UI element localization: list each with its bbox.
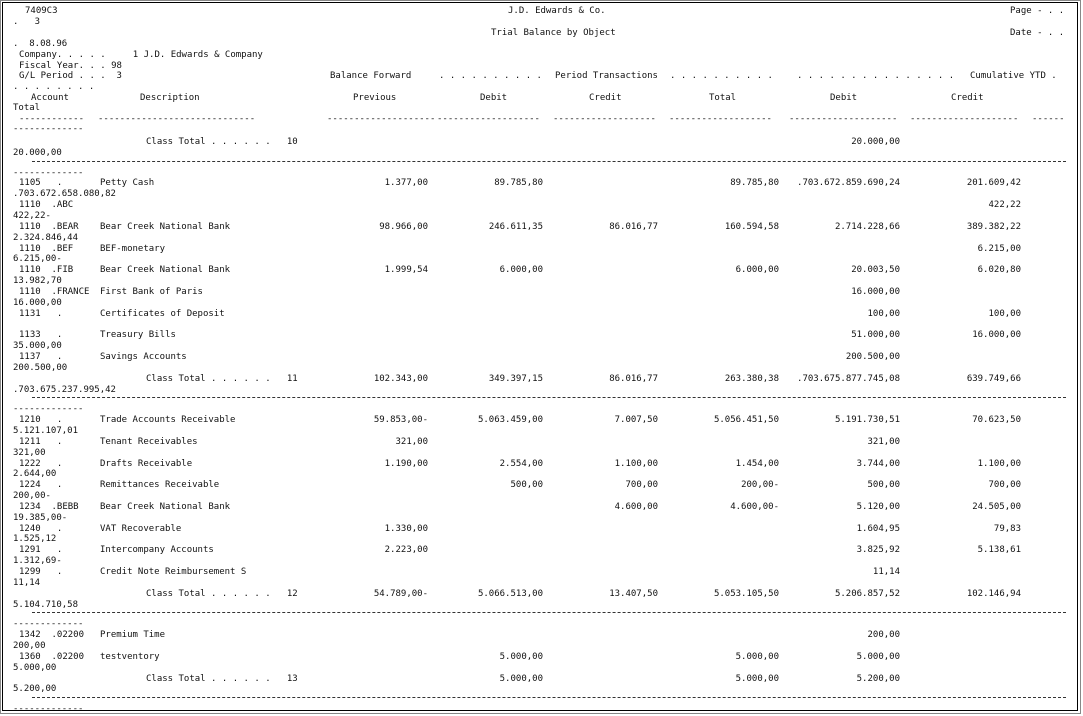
account-row-total: 5.056.451,50 — [713, 415, 779, 426]
account-row-description: Bear Creek National Bank — [100, 501, 231, 512]
section-rule — [32, 397, 1066, 398]
account-row-description: Intercompany Accounts — [100, 545, 214, 556]
underline-ytd-debit: -------------------- — [789, 114, 898, 124]
account-row-ytd-total: 321,00 — [13, 447, 46, 458]
account-row-description: Treasury Bills — [100, 330, 176, 341]
account-row-ytd-debit: 5.120,00 — [856, 501, 900, 512]
class-total-row-debit: 5.000,00 — [499, 673, 543, 684]
account-row-account: 1240 . — [19, 523, 63, 534]
account-row-ytd-credit: 79,83 — [993, 523, 1021, 534]
report-id: 7409C3 — [25, 6, 58, 16]
class-total-row-ytd-debit: 5.206.857,52 — [834, 588, 900, 599]
gl-period-line: G/L Period . . . 3 — [19, 71, 122, 81]
account-row-prev: 321,00 — [395, 436, 428, 447]
account-row-account: 1342 .02200 — [19, 630, 85, 641]
column-debit: Debit — [480, 93, 508, 103]
account-row-ytd-total: 200,00 — [13, 640, 46, 651]
account-row-account: 1234 .BEBB — [19, 501, 79, 512]
column-ytd-debit: Debit — [830, 93, 858, 103]
account-row-account: 1137 . — [19, 352, 63, 362]
account-row-ytd-debit: 500,00 — [867, 480, 900, 491]
column-total: Total — [709, 93, 737, 103]
account-row-account: 1105 . — [19, 178, 63, 189]
account-row-ytd-debit: 5.191.730,51 — [834, 415, 900, 426]
balance-forward-heading: Balance Forward — [330, 71, 412, 81]
section-rule — [32, 612, 1066, 613]
class-total-row-ytd-credit: 639.749,66 — [966, 373, 1021, 384]
account-row-description: Drafts Receivable — [100, 458, 193, 469]
account-row-prev: 1.190,00 — [384, 458, 428, 469]
account-row-description: Tenant Receivables — [100, 436, 198, 447]
company-name: J.D. Edwards & Co. — [508, 6, 606, 16]
section-rule-wrap: ------------- — [13, 704, 84, 715]
class-total-row-description: Class Total . . . . . . 13 — [146, 673, 298, 684]
account-row-ytd-total: 1.312,69- — [13, 556, 62, 567]
account-row-account: 1222 . — [19, 458, 63, 469]
account-row-ytd-credit: 201.609,42 — [966, 178, 1021, 189]
class-total-row-total: 263.380,38 — [724, 373, 779, 384]
period-transactions-heading: Period Transactions — [555, 71, 658, 81]
account-row-description: BEF-monetary — [100, 243, 166, 254]
account-row-ytd-credit: 6.215,00 — [977, 243, 1021, 254]
account-row-ytd-total: 1.525,12 — [13, 534, 57, 545]
class-total-row-ytd-total: .703.675.237.995,42 — [13, 384, 116, 395]
column-previous: Previous — [353, 93, 397, 103]
account-row-debit: 5.000,00 — [499, 651, 543, 662]
underline-wrap: ------------- — [13, 124, 84, 134]
cumulative-ytd-heading: Cumulative YTD . — [970, 71, 1057, 81]
account-row-account: 1110 .ABC — [19, 200, 74, 211]
class-total-row-ytd-total: 5.104.710,58 — [13, 599, 79, 610]
account-row-total: 5.000,00 — [735, 651, 779, 662]
account-row-credit: 4.600,00 — [614, 501, 658, 512]
account-row-ytd-credit: 389.382,22 — [966, 221, 1021, 232]
account-row-ytd-debit: 3.744,00 — [856, 458, 900, 469]
class-total-row-description: Class Total . . . . . . 10 — [146, 137, 298, 147]
account-row-account: 1110 .FIB — [19, 265, 74, 276]
account-row-ytd-total: 16.000,00 — [13, 297, 62, 308]
account-row-account: 1131 . — [19, 308, 63, 319]
class-total-row-total: 5.053.105,50 — [713, 588, 779, 599]
account-row-ytd-total: 6.215,00- — [13, 254, 62, 265]
account-row-total: 4.600,00- — [730, 501, 779, 512]
account-row-description: Petty Cash — [100, 178, 155, 189]
account-row-ytd-debit: .703.672.859.690,24 — [797, 178, 900, 189]
account-row-account: 1110 .BEAR — [19, 221, 79, 232]
account-row-ytd-debit: 16.000,00 — [851, 286, 900, 297]
underline-ytd-credit: -------------------- — [910, 114, 1019, 124]
section-rule — [32, 161, 1066, 162]
account-row-account: 1133 . — [19, 330, 63, 341]
class-total-row-description: Class Total . . . . . . 12 — [146, 588, 298, 599]
section-rule-wrap: ------------- — [13, 404, 84, 415]
account-row-ytd-total: 200.500,00 — [13, 362, 68, 373]
account-row-description: Remittances Receivable — [100, 480, 220, 491]
date-value: . 8.08.96 — [13, 39, 68, 49]
column-credit: Credit — [589, 93, 622, 103]
account-row-ytd-total: .703.672.658.080,82 — [13, 189, 116, 200]
account-row-ytd-credit: 1.100,00 — [977, 458, 1021, 469]
account-row-ytd-debit: 51.000,00 — [851, 330, 900, 341]
account-row-description: Certificates of Deposit — [100, 308, 225, 319]
company-line: Company. . . . . 1 J.D. Edwards & Company — [19, 50, 263, 60]
account-row-ytd-total: 2.644,00 — [13, 469, 57, 480]
class-total-row-description: Class Total . . . . . . 11 — [146, 373, 298, 384]
class-total-row-credit: 86.016,77 — [609, 373, 658, 384]
underline-tail: ------ — [1032, 114, 1065, 124]
account-row-ytd-debit: 3.825,92 — [856, 545, 900, 556]
account-row-ytd-total: 35.000,00 — [13, 341, 62, 352]
account-row-ytd-total: 422,22- — [13, 210, 51, 221]
account-row-debit: 89.785,80 — [494, 178, 543, 189]
account-row-credit: 86.016,77 — [609, 221, 658, 232]
account-row-debit: 6.000,00 — [499, 265, 543, 276]
account-row-ytd-credit: 16.000,00 — [972, 330, 1021, 341]
class-total-row-total: 5.000,00 — [735, 673, 779, 684]
account-row-description: Credit Note Reimbursement S — [100, 567, 247, 577]
account-row-description: Savings Accounts — [100, 352, 187, 362]
account-row-account: 1110 .BEF — [19, 243, 74, 254]
account-row-account: 1110 .FRANCE — [19, 286, 90, 297]
date-label: Date - . . — [1010, 28, 1065, 38]
class-total-row-ytd-debit: 5.200,00 — [856, 673, 900, 684]
account-row-ytd-debit: 200.500,00 — [845, 352, 900, 362]
pt-dots: . . . . . . . . . . — [670, 71, 773, 81]
class-total-row-debit: 349.397,15 — [488, 373, 543, 384]
class-total-row-credit: 13.407,50 — [609, 588, 658, 599]
report-title: Trial Balance by Object — [491, 28, 616, 38]
account-row-ytd-total: 11,14 — [13, 577, 41, 588]
account-row-ytd-debit: 20.003,50 — [851, 265, 900, 276]
page-number: . 3 — [13, 17, 41, 27]
fiscal-year-line: Fiscal Year. . . 98 — [19, 61, 122, 71]
account-row-ytd-credit: 5.138,61 — [977, 545, 1021, 556]
account-row-description: Bear Creek National Bank — [100, 221, 231, 232]
class-total-row-ytd-total: 20.000,00 — [13, 147, 62, 158]
underline-previous: -------------------- — [327, 114, 436, 124]
account-row-ytd-total: 5.000,00 — [13, 662, 57, 673]
account-row-ytd-total: 13.982,70 — [13, 276, 62, 287]
heading-continuation-dots: . . . . . . . . — [13, 82, 95, 92]
account-row-ytd-total: 2.324.846,44 — [13, 232, 79, 243]
class-total-row-ytd-debit: .703.675.877.745,08 — [797, 373, 900, 384]
bf-dots: . . . . . . . . . . — [439, 71, 542, 81]
account-row-ytd-credit: 422,22 — [988, 200, 1021, 211]
account-row-ytd-credit: 700,00 — [988, 480, 1021, 491]
underline-credit: ------------------- — [553, 114, 656, 124]
account-row-description: Premium Time — [100, 630, 166, 641]
account-row-ytd-debit: 200,00 — [867, 630, 900, 641]
account-row-account: 1291 . — [19, 545, 63, 556]
account-row-prev: 1.377,00 — [384, 178, 428, 189]
account-row-prev: 98.966,00 — [379, 221, 428, 232]
account-row-prev: 1.999,54 — [384, 265, 428, 276]
account-row-description: Trade Accounts Receivable — [100, 415, 236, 426]
account-row-ytd-credit: 6.020,80 — [977, 265, 1021, 276]
account-row-credit: 7.007,50 — [614, 415, 658, 426]
account-row-ytd-debit: 11,14 — [872, 567, 900, 577]
account-row-ytd-total: 19.385,00- — [13, 512, 68, 523]
account-row-total: 89.785,80 — [730, 178, 779, 189]
class-total-row-ytd-debit: 20.000,00 — [851, 137, 900, 147]
account-row-description: VAT Recoverable — [100, 523, 182, 534]
account-row-debit: 246.611,35 — [488, 221, 543, 232]
underline-account: ------------ — [19, 114, 85, 124]
account-row-ytd-total: 5.121.107,01 — [13, 425, 79, 436]
account-row-debit: 2.554,00 — [499, 458, 543, 469]
account-row-credit: 1.100,00 — [614, 458, 658, 469]
class-total-row-ytd-total: 5.200,00 — [13, 684, 57, 695]
account-row-total: 160.594,58 — [724, 221, 779, 232]
page-label: Page - . . — [1010, 6, 1065, 16]
account-row-ytd-credit: 100,00 — [988, 308, 1021, 319]
account-row-debit: 5.063.459,00 — [477, 415, 543, 426]
class-total-row-ytd-credit: 102.146,94 — [966, 588, 1021, 599]
account-row-ytd-total: 200,00- — [13, 491, 51, 502]
account-row-account: 1299 . — [19, 567, 63, 577]
section-rule — [32, 697, 1066, 698]
class-total-row-prev: 102.343,00 — [373, 373, 428, 384]
account-row-total: 1.454,00 — [735, 458, 779, 469]
account-row-description: Bear Creek National Bank — [100, 265, 231, 276]
underline-total: ------------------- — [669, 114, 772, 124]
column-ytd-total: Total — [13, 103, 41, 113]
account-row-prev: 59.853,00- — [373, 415, 428, 426]
column-ytd-credit: Credit — [951, 93, 984, 103]
account-row-description: First Bank of Paris — [100, 286, 203, 297]
account-row-ytd-credit: 24.505,00 — [972, 501, 1021, 512]
class-total-row-debit: 5.066.513,00 — [477, 588, 543, 599]
account-row-total: 200,00- — [741, 480, 779, 491]
account-row-debit: 500,00 — [510, 480, 543, 491]
underline-description: ----------------------------- — [98, 114, 256, 124]
account-row-prev: 2.223,00 — [384, 545, 428, 556]
account-row-account: 1224 . — [19, 480, 63, 491]
class-total-row-prev: 54.789,00- — [373, 588, 428, 599]
account-row-account: 1211 . — [19, 436, 63, 447]
account-row-total: 6.000,00 — [735, 265, 779, 276]
account-row-account: 1360 .02200 — [19, 651, 85, 662]
section-rule-wrap: ------------- — [13, 167, 84, 178]
account-row-ytd-debit: 100,00 — [867, 308, 900, 319]
account-row-ytd-debit: 321,00 — [867, 436, 900, 447]
underline-debit: ------------------- — [437, 114, 540, 124]
account-row-ytd-debit: 1.604,95 — [856, 523, 900, 534]
account-row-ytd-credit: 70.623,50 — [972, 415, 1021, 426]
account-row-ytd-debit: 2.714.228,66 — [834, 221, 900, 232]
account-row-description: testventory — [100, 651, 160, 662]
column-description: Description — [140, 93, 200, 103]
section-rule-wrap: ------------- — [13, 619, 84, 630]
account-row-credit: 700,00 — [625, 480, 658, 491]
account-row-ytd-debit: 5.000,00 — [856, 651, 900, 662]
account-row-prev: 1.330,00 — [384, 523, 428, 534]
account-row-account: 1210 . — [19, 415, 63, 426]
column-account: Account — [31, 93, 69, 103]
pt-dots-2: . . . . . . . . . . . . . . . — [797, 71, 955, 81]
